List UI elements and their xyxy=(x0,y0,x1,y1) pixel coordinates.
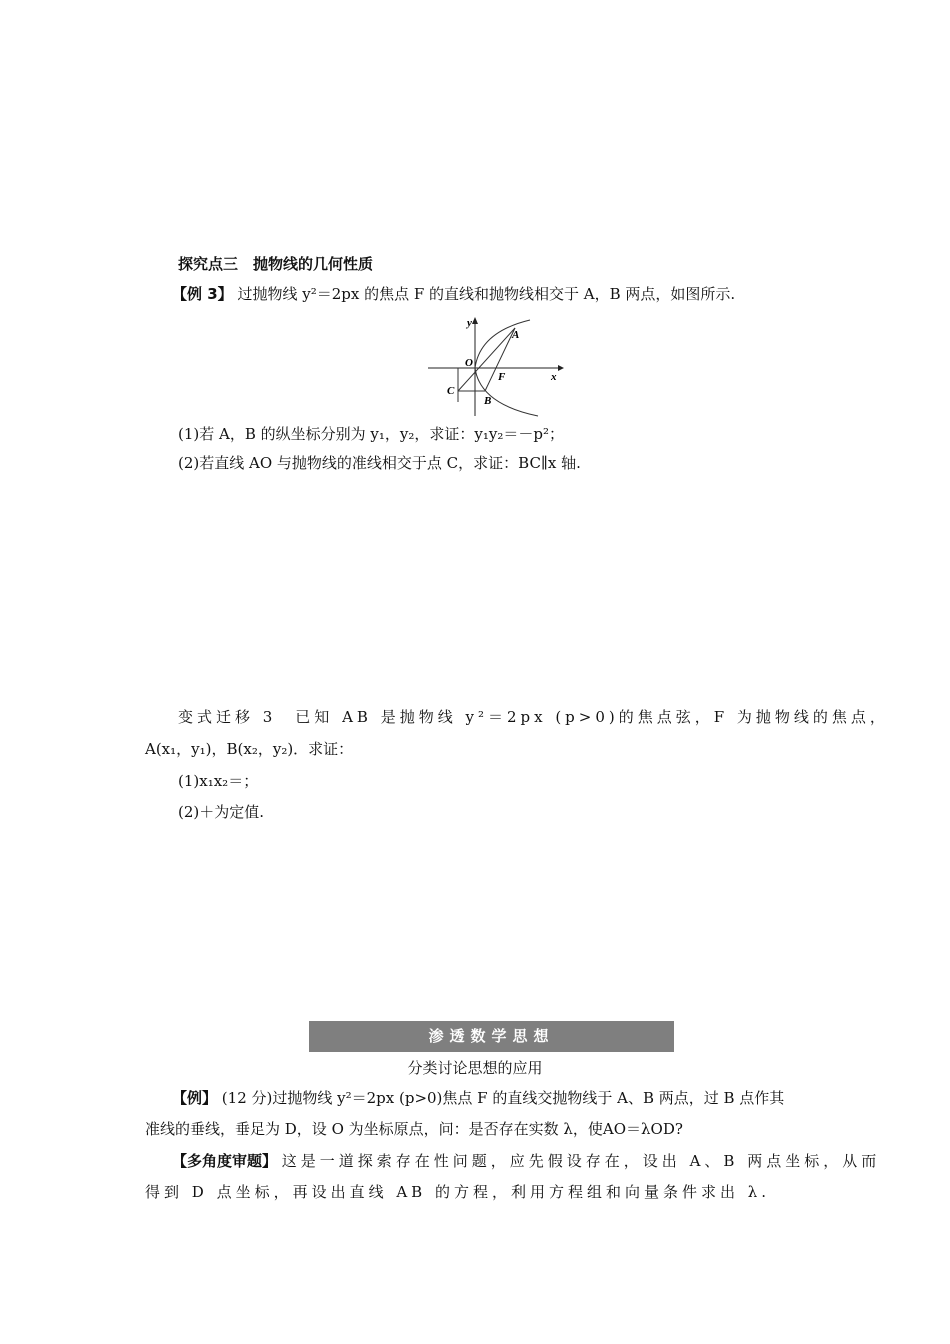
variant-question-1: (1)x₁x₂＝； xyxy=(178,772,259,790)
analysis-line-1 xyxy=(172,1150,880,1172)
example-3 xyxy=(172,283,735,305)
point-b-label: B xyxy=(484,395,492,407)
example-label: 【例】 xyxy=(172,1089,218,1107)
question-2: (2)若直线 AO 与抛物线的准线相交于点 C，求证：BC∥x 轴. xyxy=(178,454,581,472)
example-line-2: 准线的垂线，垂足为 D，设 O 为坐标原点，问：是否存在实数 λ，使AO＝λOD? xyxy=(145,1120,683,1138)
variant-line-2: A(x₁，y₁)，B(x₂，y₂)．求证： xyxy=(145,740,354,758)
point-c-label: C xyxy=(447,385,455,397)
point-a-label: A xyxy=(512,329,520,341)
analysis-label: 【多角度审题】 xyxy=(172,1152,278,1170)
parabola-figure xyxy=(420,312,570,420)
variant-question-2: (2)＋为定值. xyxy=(178,803,265,821)
example-text: (12 分)过抛物线 y²＝2px (p>0)焦点 F 的直线交抛物线于 A、B 两点，过 B 点作其 xyxy=(221,1089,785,1107)
section-banner: 渗透数学思想 xyxy=(309,1021,674,1052)
y-axis-label: y xyxy=(467,317,472,329)
origin-label: O xyxy=(465,357,473,369)
example-label: 【例 3】 xyxy=(172,285,233,303)
example-line-1 xyxy=(172,1087,784,1109)
analysis-line-2: 得到 D 点坐标，再设出直线 AB 的方程，利用方程组和向量条件求出 λ. xyxy=(145,1183,770,1201)
x-axis-label: x xyxy=(551,371,557,383)
example-text: 过抛物线 y²＝2px 的焦点 F 的直线和抛物线相交于 A，B 两点，如图所示. xyxy=(237,285,736,303)
question-1: (1)若 A，B 的纵坐标分别为 y₁，y₂，求证：y₁y₂＝－p²； xyxy=(178,425,564,443)
section-subtitle: 分类讨论思想的应用 xyxy=(407,1059,543,1077)
variant-line-1: 变式迁移 3 已知 AB 是抛物线 y²＝2px (p>0)的焦点弦，F 为抛物线的焦点， xyxy=(178,708,889,726)
point-f-label: F xyxy=(498,371,506,383)
section-title: 探究点三 抛物线的几何性质 xyxy=(178,255,374,273)
analysis-text: 这是一道探索存在性问题，应先假设存在，设出 A、B 两点坐标，从而 xyxy=(281,1152,881,1170)
